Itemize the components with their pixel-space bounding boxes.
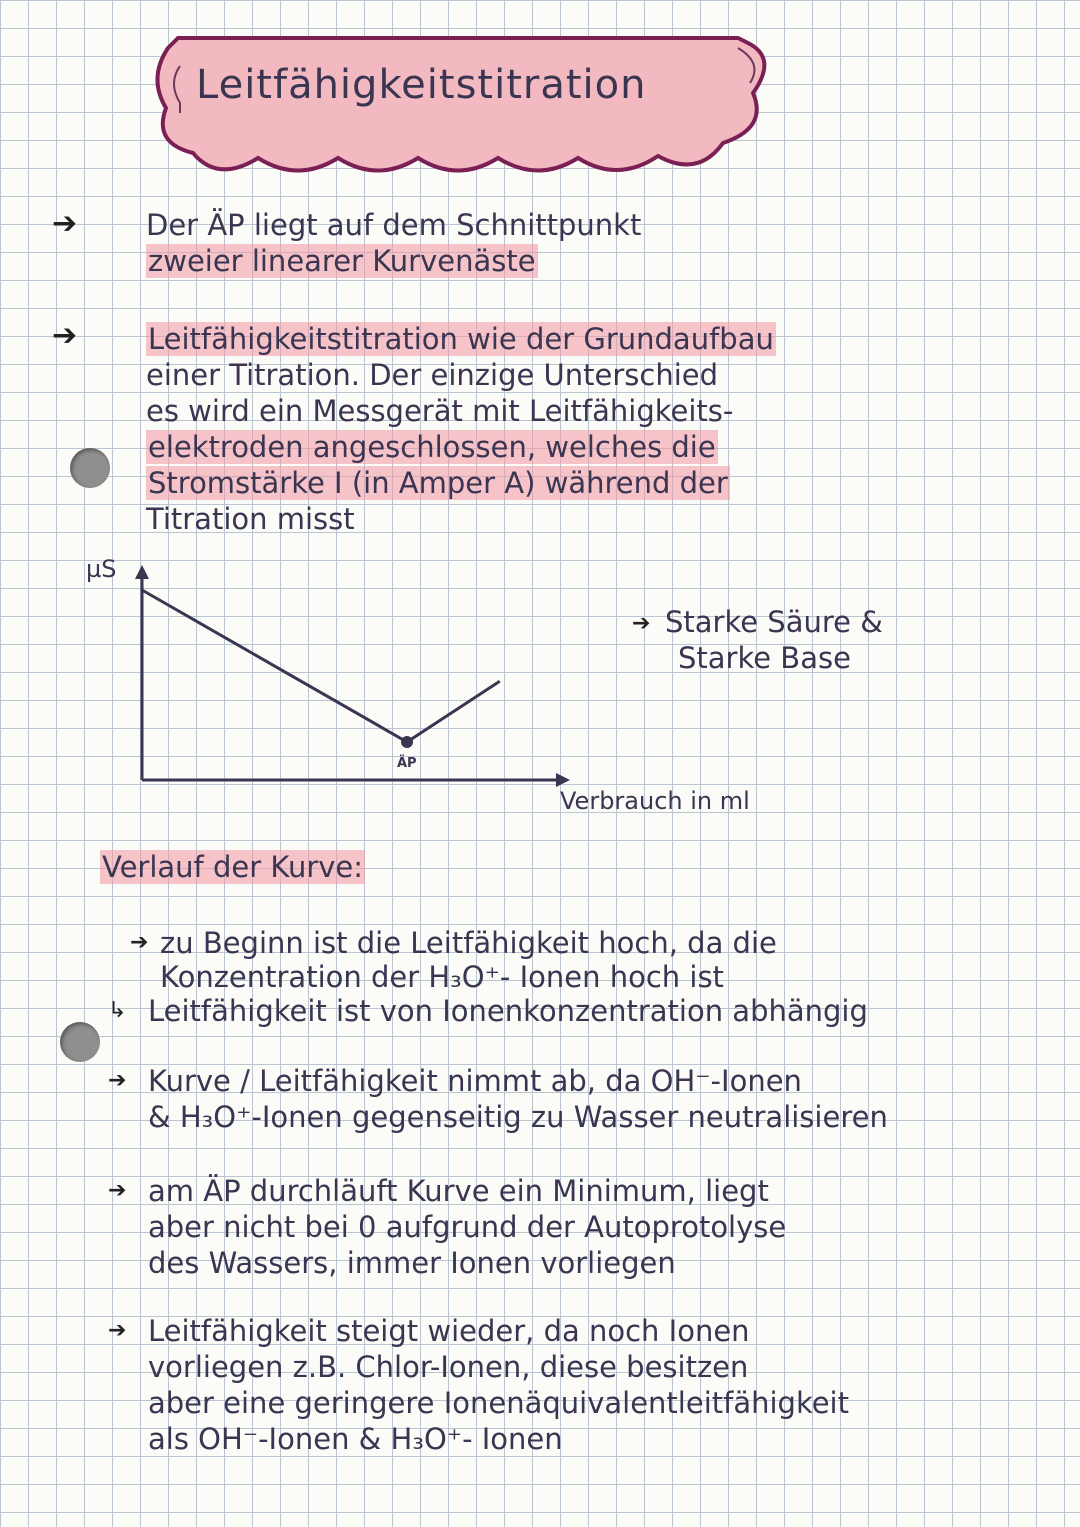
point-arrow-4: ➔ [108, 1178, 127, 1203]
point-5-line-1: Leitfähigkeit steigt wieder, da noch Ionen [148, 1314, 750, 1348]
x-axis-label: Verbrauch in ml [560, 787, 750, 815]
point-5-line-3: aber eine geringere Ionenäquivalentleitfähigkeit [148, 1386, 849, 1420]
point-3-line-2: & H₃O⁺-Ionen gegenseitig zu Wasser neutralisieren [148, 1100, 888, 1134]
chart-note-arrow: ➔ [632, 611, 651, 636]
chart-note-line-1: Starke Säure & [665, 605, 883, 639]
section-heading: Verlauf der Kurve: [102, 850, 364, 884]
bullet-2-line-2: einer Titration. Der einzige Unterschied [146, 358, 719, 392]
y-axis-label: µS [86, 555, 117, 583]
point-1-line-2: Konzentration der H₃O⁺- Ionen hoch ist [160, 960, 724, 994]
point-arrow-3: ➔ [108, 1068, 127, 1093]
bullet-2-line-3: es wird ein Messgerät mit Leitfähigkeits- [146, 394, 734, 428]
page-title: Leitfähigkeitstitration [196, 62, 647, 108]
curve-line [142, 590, 500, 742]
bullet-2-line-5: Stromstärke I (in Amper A) während der [148, 466, 728, 500]
chart-note-line-2: Starke Base [678, 641, 851, 675]
point-4-line-1: am ÄP durchläuft Kurve ein Minimum, liegt [148, 1174, 769, 1208]
bullet-2-line-4: elektroden angeschlossen, welches die [148, 430, 716, 464]
bullet-2-line-1: Leitfähigkeitstitration wie der Grundaufbau [148, 322, 774, 356]
y-axis-arrow [135, 565, 149, 579]
bullet-1-line-1: Der ÄP liegt auf dem Schnittpunkt [146, 208, 642, 242]
point-4-line-3: des Wassers, immer Ionen vorliegen [148, 1246, 676, 1280]
point-arrow-5: ➔ [108, 1318, 127, 1343]
binder-hole-top [70, 448, 110, 488]
binder-hole-bottom [60, 1022, 100, 1062]
bullet-arrow-2: ➔ [52, 318, 78, 353]
bullet-2-line-6: Titration misst [146, 502, 355, 536]
bullet-arrow-1: ➔ [52, 206, 78, 241]
point-arrow-1: ➔ [130, 930, 149, 955]
point-2-line-1: Leitfähigkeit ist von Ionenkonzentration abhängig [148, 994, 868, 1028]
equivalence-point-dot [401, 736, 413, 748]
point-5-line-4: als OH⁻-Ionen & H₃O⁺- Ionen [148, 1422, 563, 1456]
bullet-1-line-2: zweier linearer Kurvenäste [148, 244, 536, 278]
title-cloud [138, 18, 798, 178]
point-5-line-2: vorliegen z.B. Chlor-Ionen, diese besitzen [148, 1350, 749, 1384]
point-1-line-1: zu Beginn ist die Leitfähigkeit hoch, da die [160, 926, 777, 960]
point-arrow-2: ↳ [108, 998, 127, 1023]
point-3-line-1: Kurve / Leitfähigkeit nimmt ab, da OH⁻-Ionen [148, 1064, 802, 1098]
equivalence-point-label: ÄP [397, 756, 417, 771]
conductivity-chart [80, 555, 883, 845]
x-axis-arrow [556, 773, 570, 787]
point-4-line-2: aber nicht bei 0 aufgrund der Autoprotolyse [148, 1210, 787, 1244]
